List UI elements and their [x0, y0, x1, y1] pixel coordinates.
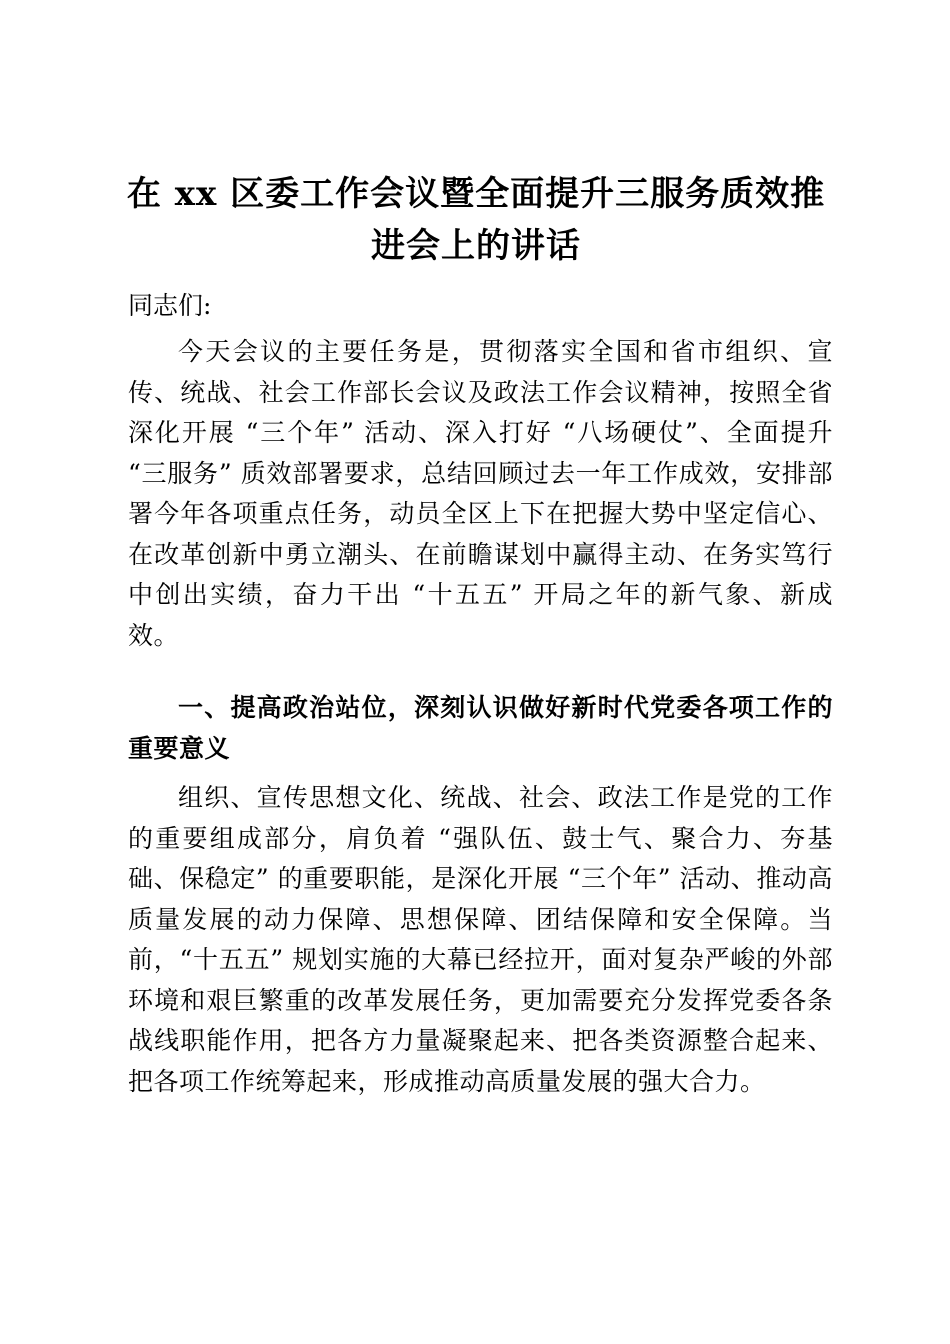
document-title: 在 xx 区委工作会议暨全面提升三服务质效推进会上的讲话: [126, 174, 826, 266]
section-heading-1: 一、提高政治站位，深刻认识做好新时代党委各项工作的重要意义: [128, 693, 833, 763]
salutation: 同志们:: [128, 291, 212, 320]
paragraph-intro: 今天会议的主要任务是，贯彻落实全国和省市组织、宣传、统战、社会工作部长会议及政法工作会议精神，按照全省深化开展 “三个年” 活动、深入打好 “八场硬仗”、全面提升 “三服务” 质效部署要求，总结回顾过去一年工作成效，安排部署今年各项重点任务，动员全区上下在把握大势中坚定信心、在改革创新中勇立潮头、在前瞻谋划中赢得主动、在务实笃行中创出实绩，奋力干出 “十五五” 开局之年的新气象、新成效。: [128, 337, 833, 650]
paragraph-section-1: 组织、宣传思想文化、统战、社会、政法工作是党的工作的重要组成部分，肩负着 “强队伍、鼓士气、聚合力、夯基础、保稳定” 的重要职能，是深化开展 “三个年” 活动、推动高质量发展的动力保障、思想保障、团结保障和安全保障。当前，“十五五” 规划实施的大幕已经拉开，面对复杂严峻的外部环境和艰巨繁重的改革发展任务，更加需要充分发挥党委各条战线职能作用，把各方力量凝聚起来、把各类资源整合起来、把各项工作统筹起来，形成推动高质量发展的强大合力。: [128, 783, 833, 1096]
